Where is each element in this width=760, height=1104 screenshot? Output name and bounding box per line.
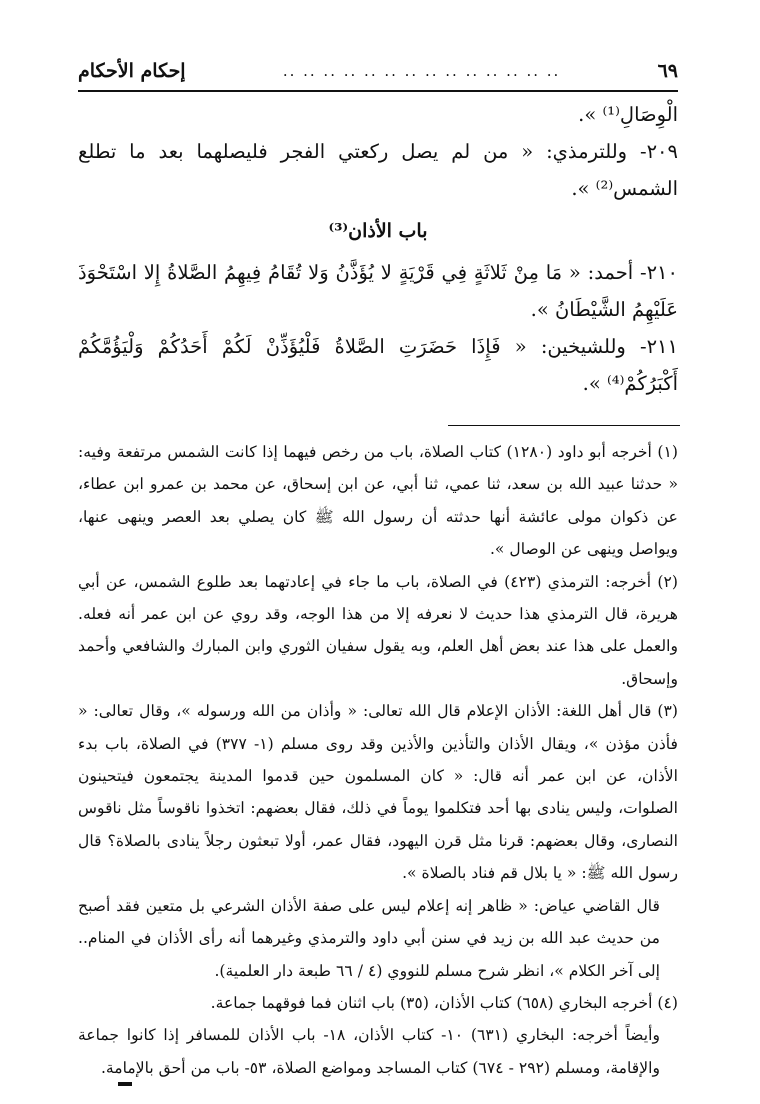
chapter-heading: باب الأذان⁽³⁾ (328, 220, 428, 242)
footnotes (78, 436, 678, 1084)
main-text (78, 96, 678, 402)
footnote-2: (٢) أخرجه: الترمذي (٤٢٣) في الصلاة، باب ما جاء في إعادتهما بعد طلوع الشمس، عن أبي هريرة، قال الترمذي هذا حديث لا نعرفه إلا من هذا الوجه، وقد روي عن ابن عمر أنه فعله. والعمل على هذا عند بعض أهل العلم، وبه يقول سفيان الثوري وابن المبارك والشافعي وأحمد وإسحاق. (78, 572, 678, 688)
footnote-4-continued: وأيضاً أخرجه: البخاري (٦٣١) ١٠- كتاب الأذان، ١٨- باب الأذان للمسافر إذا كانوا جماعة والإقامة، ومسلم (٢٩٢ - ٦٧٤) كتاب المساجد ومواضع الصلاة، ٥٣- باب من أحق بالإمامة. (78, 1026, 660, 1077)
book-title: إحكام الأحكام (78, 60, 186, 82)
header-rule (78, 90, 678, 92)
footnote-1: (١) أخرجه أبو داود (١٢٨٠) كتاب الصلاة، باب من رخص فيهما إذا كانت الشمس مرتفعة وفيه: « حدثنا عبيد الله بن سعد، ثنا عمي، ثنا أبي، عن ابن إسحاق، عن محمد بن عمرو ابن عطاء، عن ذكوان مولى عائشة أنها حدثته أن رسول الله ﷺ كان يصلي بعد العصر وينهى عنها، ويواصل وينهى عن الوصال ». (78, 443, 678, 559)
footnote-rule (448, 425, 680, 426)
hadith-210: ٢١٠- أحمد: « مَا مِنْ ثَلاثَةٍ فِي قَرْيَةٍ لا يُؤَذَّنُ وَلا تُقَامُ فِيهِمُ الصَّلاةُ إِلا اسْتَحْوَذَ عَلَيْهِمُ الشَّيْطَانُ ». (78, 261, 678, 321)
footnote-3: (٣) قال أهل اللغة: الأذان الإعلام قال الله تعالى: « وأذان من الله ورسوله »، وقال تعالى: « فأذن مؤذن »، ويقال الأذان والتأذين والأذين وقد روى مسلم (١- ٣٧٧) في الصلاة، باب بدء الأذان، عن ابن عمر أنه قال: « كان المسلمون حين قدموا المدينة يجتمعون فيتحينون الصلوات، وليس ينادى بها أحد فتكلموا يوماً في ذلك، فقال بعضهم: اتخذوا ناقوساً مثل ناقوس النصارى، وقال بعضهم: قرنا مثل قرن اليهود، فقال عمر، أولا تبعثون رجلاً ينادى بالصلاة؟ قال رسول الله ﷺ: « يا بلال قم فناد بالصلاة ». (78, 702, 678, 883)
header-dots: .. .. .. .. .. .. .. .. .. .. .. .. .. .. (282, 62, 561, 80)
footnote-4: (٤) أخرجه البخاري (٦٥٨) كتاب الأذان، (٣٥) باب اثنان فما فوقهما جماعة. (210, 993, 678, 1012)
hadith-continuation: الْوِصَالِ⁽¹⁾ ». (578, 103, 678, 126)
footnote-3-continued: قال القاضي عياض: « ظاهر إنه إعلام ليس على صفة الأذان الشرعي بل متعين فقد أصبح من حديث عبد الله بن زيد في سنن أبي داود والترمذي وغيرهما أنه رأى الأذان في المنام.. إلى آخر الكلام »، انظر شرح مسلم للنووي (٤ / ٦٦ طبعة دار العلمية). (78, 896, 660, 980)
page-mark (118, 1082, 132, 1086)
hadith-209: ٢٠٩- وللترمذي: « من لم يصل ركعتي الفجر فليصلهما بعد ما تطلع الشمس⁽²⁾ ». (78, 140, 678, 200)
running-header (78, 54, 678, 88)
hadith-211: ٢١١- وللشيخين: « فَإِذَا حَضَرَتِ الصَّلاةُ فَلْيُؤَذِّنْ لَكُمْ أَحَدُكُمْ وَلْيَؤُمَّكُمْ أَكْبَرُكُمْ⁽⁴⁾ ». (78, 335, 678, 395)
page-number: ٦٩ (657, 60, 678, 82)
